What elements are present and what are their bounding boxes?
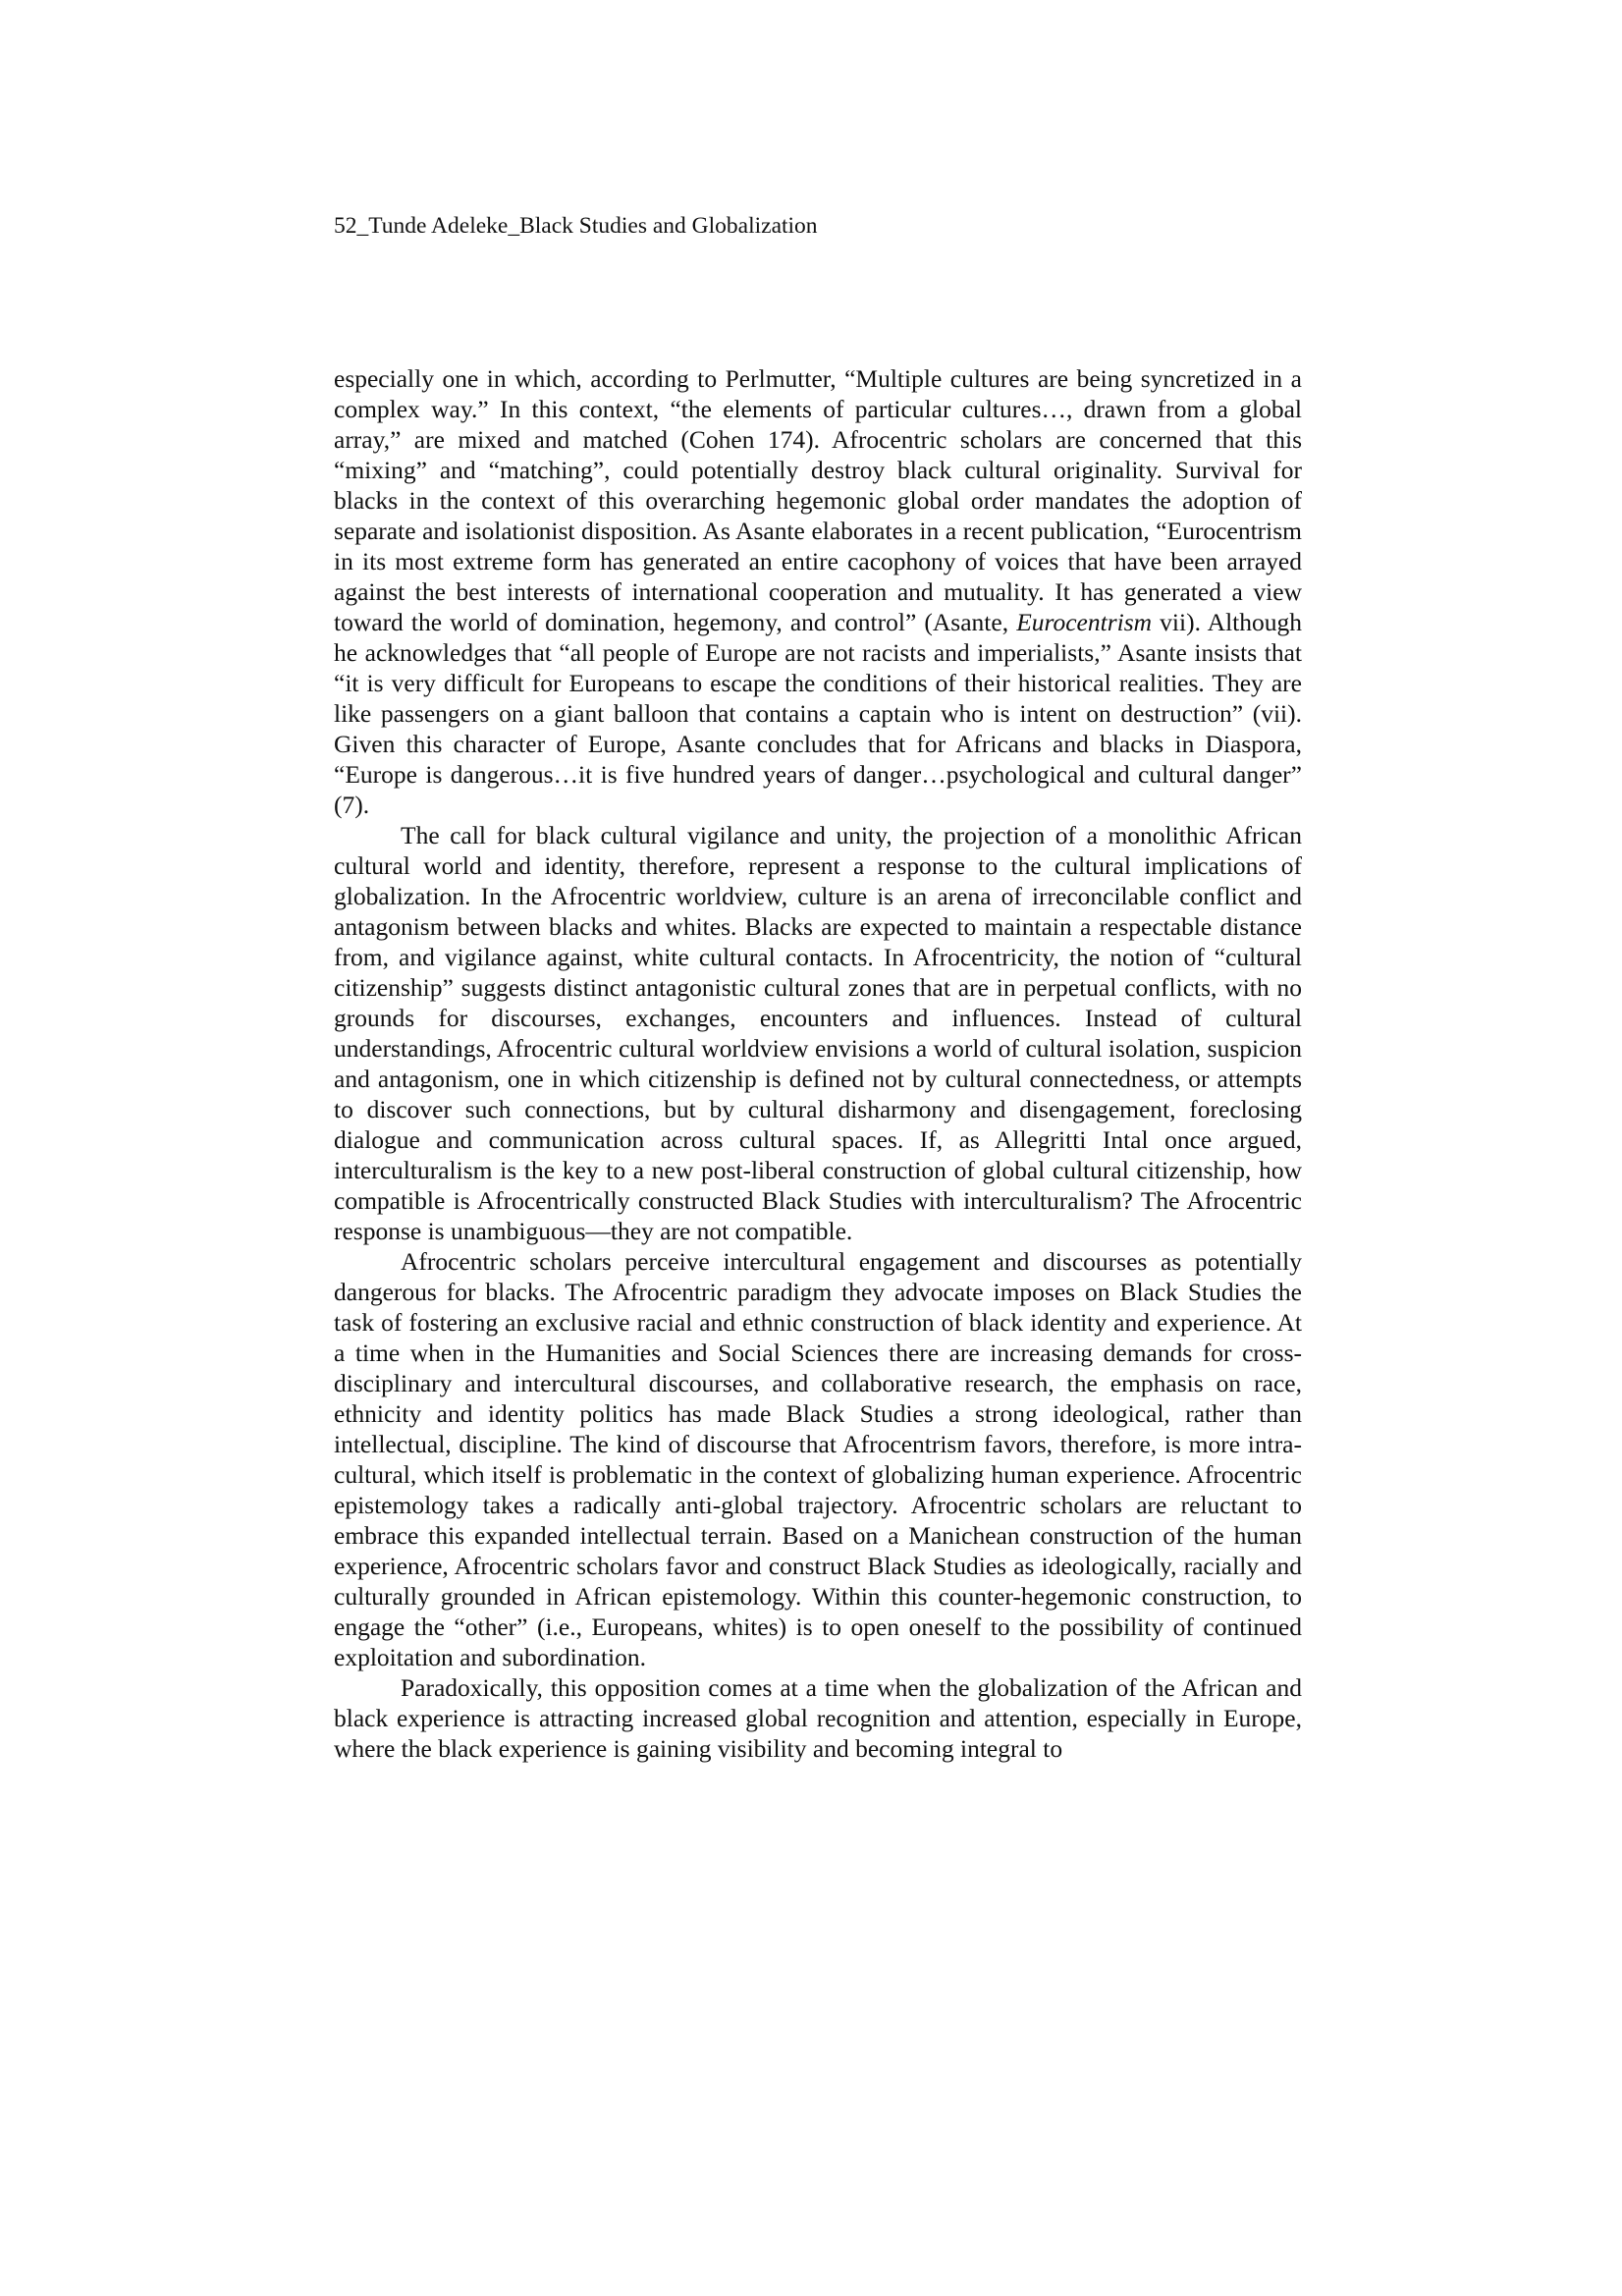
paragraph-4: Paradoxically, this opposition comes at a time when the globalization of the African and black experience is attracting increased global recognition and attention, especially in Europe, where the black experience is gaining visibility and becoming integral to: [334, 1673, 1302, 1763]
paragraph-1: [334, 363, 1302, 820]
paragraph-1-text-b: vii). Although he acknowledges that “all people of Europe are not racists and imperialists,” Asante insists that “it is very difficult for Europeans to escape the conditions of their historical realities. They are like passengers on a giant balloon that contains a captain who is intent on destruction” (vii). Given this character of Europe, Asante concludes that for Africans and blacks in Diaspora, “Europe is dangerous…it is five hundred years of danger…psychological and cultural danger” (7).: [334, 608, 1302, 819]
paragraph-3: Afrocentric scholars perceive intercultural engagement and discourses as potentially dangerous for blacks. The Afrocentric paradigm they advocate imposes on Black Studies the task of fostering an exclusive racial and ethnic construction of black identity and experience. At a time when in the Humanities and Social Sciences there are increasing demands for cross-disciplinary and intercultural discourses, and collaborative research, the emphasis on race, ethnicity and identity politics has made Black Studies a strong ideological, rather than intellectual, discipline. The kind of discourse that Afrocentrism favors, therefore, is more intra-cultural, which itself is problematic in the context of globalizing human experience. Afrocentric epistemology takes a radically anti-global trajectory. Afrocentric scholars are reluctant to embrace this expanded intellectual terrain. Based on a Manichean construction of the human experience, Afrocentric scholars favor and construct Black Studies as ideologically, racially and culturally grounded in African epistemology. Within this counter-hegemonic construction, to engage the “other” (i.e., Europeans, whites) is to open oneself to the possibility of continued exploitation and subordination.: [334, 1247, 1302, 1671]
body-text: [334, 363, 1302, 1764]
italic-title: Eurocentrism: [1016, 608, 1153, 636]
running-header: 52_Tunde Adeleke_Black Studies and Globalization: [334, 213, 818, 239]
paragraph-2: The call for black cultural vigilance and unity, the projection of a monolithic African cultural world and identity, therefore, represent a response to the cultural implications of globalization. In the Afrocentric worldview, culture is an arena of irreconcilable conflict and antagonism between blacks and whites. Blacks are expected to maintain a respectable distance from, and vigilance against, white cultural contacts. In Afrocentricity, the notion of “cultural citizenship” suggests distinct antagonistic cultural zones that are in perpetual conflicts, with no grounds for discourses, exchanges, encounters and influences. Instead of cultural understandings, Afrocentric cultural worldview envisions a world of cultural isolation, suspicion and antagonism, one in which citizenship is defined not by cultural connectedness, or attempts to discover such connections, but by cultural disharmony and disengagement, foreclosing dialogue and communication across cultural spaces. If, as Allegritti Intal once argued, interculturalism is the key to a new post-liberal construction of global cultural citizenship, how compatible is Afrocentrically constructed Black Studies with interculturalism? The Afrocentric response is unambiguous—they are not compatible.: [334, 821, 1302, 1245]
paragraph-1-text-a: especially one in which, according to Perlmutter, “Multiple cultures are being syncretized in a complex way.” In this context, “the elements of particular cultures…, drawn from a global array,” are mixed and matched (Cohen 174). Afrocentric scholars are concerned that this “mixing” and “matching”, could potentially destroy black cultural originality. Survival for blacks in the context of this overarching hegemonic global order mandates the adoption of separate and isolationist disposition. As Asante elaborates in a recent publication, “Eurocentrism in its most extreme form has generated an entire cacophony of voices that have been arrayed against the best interests of international cooperation and mutuality. It has generated a view toward the world of domination, hegemony, and control” (Asante,: [334, 364, 1302, 636]
